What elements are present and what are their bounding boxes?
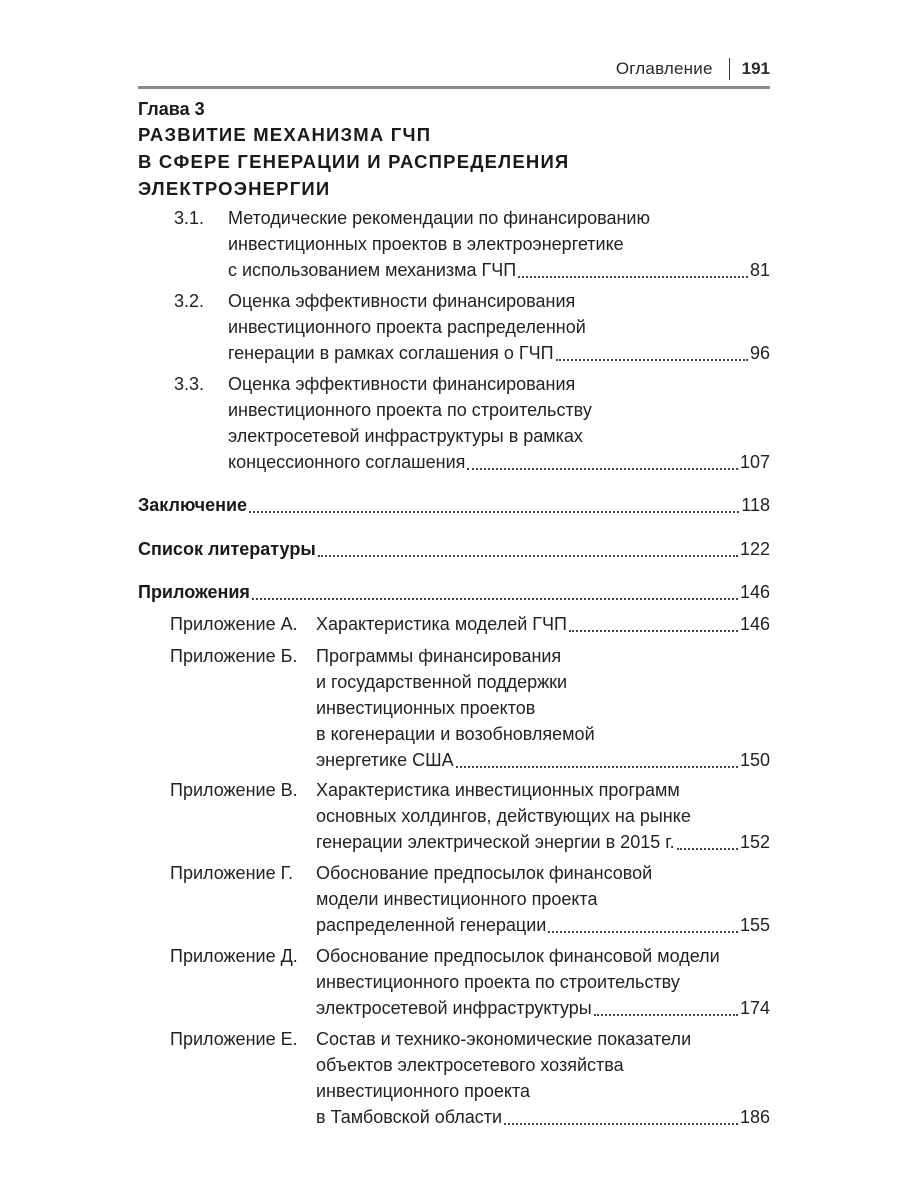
chapter-title-line: РАЗВИТИЕ МЕХАНИЗМА ГЧП (138, 124, 432, 145)
chapter-label: Глава 3 (138, 99, 205, 119)
section-title-line: инвестиционного проекта по строительству (228, 400, 592, 420)
section-title-line: Методические рекомендации по финансированию (228, 208, 650, 228)
section-number: 3.1. (174, 208, 205, 228)
section-page: 107 (739, 452, 770, 472)
page-number: 191 (741, 59, 770, 78)
chapter-title-line: ЭЛЕКТРОЭНЕРГИИ (138, 178, 331, 199)
chapter-title-line: В СФЕРЕ ГЕНЕРАЦИИ И РАСПРЕДЕЛЕНИЯ (138, 151, 570, 172)
section-title-line: Оценка эффективности финансирования (228, 374, 576, 394)
section-title-line: электросетевой инфраструктуры в рамках (228, 426, 583, 446)
entry-title: Список литературы (138, 539, 316, 559)
appendix-title-line: модели инвестиционного проекта (316, 889, 598, 909)
section-number: 3.2. (174, 291, 205, 311)
toc-appendices[interactable] (138, 579, 770, 605)
header-separator (729, 58, 730, 80)
toc-appendix-g[interactable] (138, 860, 770, 938)
dot-leader (504, 1112, 738, 1130)
toc-appendix-a[interactable] (138, 611, 770, 637)
appendix-label: Приложение Г. (170, 863, 294, 883)
appendix-page: 146 (739, 614, 770, 634)
appendix-title-line: инвестиционных проектов (316, 698, 536, 718)
dot-leader (518, 265, 748, 283)
dot-leader (677, 837, 738, 855)
appendix-title-line: электросетевой инфраструктуры (316, 998, 592, 1018)
section-page: 96 (749, 343, 770, 363)
dot-leader (456, 755, 738, 773)
appendix-title-line: Обоснование предпосылок финансовой модели (316, 946, 720, 966)
chapter-heading (138, 97, 770, 202)
appendix-page: 155 (739, 915, 770, 935)
appendix-title-line: в Тамбовской области (316, 1107, 503, 1127)
appendix-title-line: распределенной генерации (316, 915, 547, 935)
toc-appendix-v[interactable] (138, 777, 770, 855)
running-header-section: Оглавление (615, 59, 713, 78)
section-title-line: инвестиционного проекта распределенной (228, 317, 586, 337)
section-page: 81 (749, 260, 770, 280)
appendix-title-line: энергетике США (316, 750, 454, 770)
toc-appendix-b[interactable] (138, 643, 770, 773)
appendix-title-line: основных холдингов, действующих на рынке (316, 806, 691, 826)
appendix-title-line: генерации электрической энергии в 2015 г. (316, 832, 675, 852)
section-title-line: концессионного соглашения (228, 452, 466, 472)
entry-page: 118 (741, 495, 770, 515)
appendix-label: Приложение Д. (170, 946, 298, 966)
toc-bibliography[interactable] (138, 536, 770, 562)
appendix-label: Приложение Б. (170, 646, 298, 666)
dot-leader (556, 348, 748, 366)
appendix-page: 150 (739, 750, 770, 770)
section-title-line: Оценка эффективности финансирования (228, 291, 576, 311)
appendix-title-line: в когенерации и возобновляемой (316, 724, 595, 744)
dot-leader (548, 920, 738, 938)
appendix-title-line: инвестиционного проекта по строительству (316, 972, 680, 992)
header-rule (138, 86, 770, 89)
appendix-title-line: Состав и технико-экономические показатели (316, 1029, 692, 1049)
entry-title: Заключение (138, 495, 248, 515)
dot-leader (249, 500, 739, 518)
appendix-label: Приложение Е. (170, 1029, 298, 1049)
section-title-line: инвестиционных проектов в электроэнергетике (228, 234, 624, 254)
entry-title: Приложения (138, 582, 250, 602)
entry-page: 146 (739, 582, 770, 602)
dot-leader (569, 619, 738, 637)
appendix-page: 174 (739, 998, 770, 1018)
section-title-line: с использованием механизма ГЧП (228, 260, 517, 280)
toc-section-3-1[interactable] (138, 205, 770, 283)
section-number: 3.3. (174, 374, 205, 394)
dot-leader (252, 587, 738, 605)
appendix-title-line: Характеристика инвестиционных программ (316, 780, 680, 800)
dot-leader (594, 1003, 738, 1021)
toc-appendix-e[interactable] (138, 1026, 770, 1130)
toc-page (138, 0, 770, 1200)
appendix-title-line: Характеристика моделей ГЧП (316, 614, 567, 634)
toc-section-3-2[interactable] (138, 288, 770, 366)
toc-section-3-3[interactable] (138, 371, 770, 475)
appendix-label: Приложение А. (170, 614, 298, 634)
dot-leader (467, 457, 738, 475)
toc-appendix-d[interactable] (138, 943, 770, 1021)
entry-page: 122 (739, 539, 770, 559)
running-header (616, 58, 770, 80)
toc-conclusion[interactable] (138, 492, 770, 518)
appendix-page: 152 (739, 832, 770, 852)
dot-leader (318, 544, 738, 562)
section-title-line: генерации в рамках соглашения о ГЧП (228, 343, 554, 363)
appendix-page: 186 (739, 1107, 770, 1127)
appendix-title-line: объектов электросетевого хозяйства (316, 1055, 624, 1075)
appendix-title-line: Обоснование предпосылок финансовой (316, 863, 653, 883)
appendix-title-line: и государственной поддержки (316, 672, 568, 692)
appendix-title-line: инвестиционного проекта (316, 1081, 531, 1101)
appendix-label: Приложение В. (170, 780, 298, 800)
appendix-title-line: Программы финансирования (316, 646, 562, 666)
